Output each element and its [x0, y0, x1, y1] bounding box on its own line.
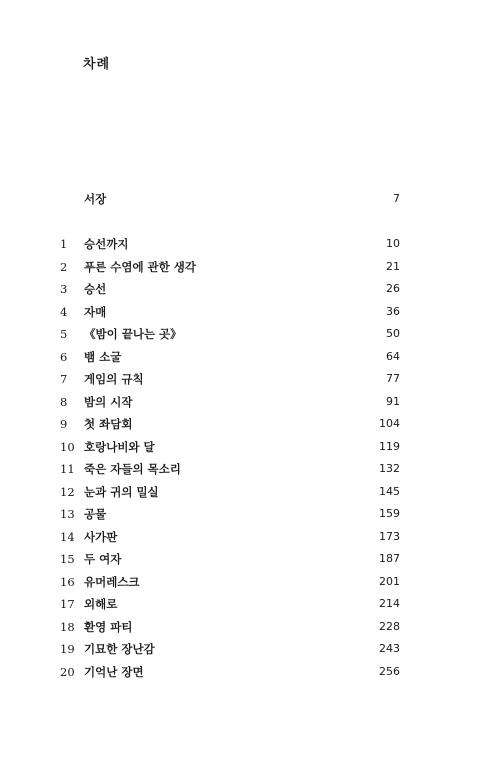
toc-entry-page: 7	[393, 192, 400, 205]
toc-entry-page: 173	[379, 529, 400, 543]
toc-row	[60, 460, 400, 478]
toc-entry-page: 201	[379, 574, 400, 588]
toc-row	[60, 325, 400, 343]
toc-entry-number: 15	[60, 552, 75, 566]
toc-entry-title: 사가판	[84, 529, 118, 544]
toc-entry-page: 119	[379, 439, 400, 453]
toc-entry-page: 132	[379, 462, 400, 475]
toc-row	[60, 618, 400, 636]
toc-entry-number: 20	[60, 664, 75, 679]
toc-entry-page: 10	[386, 237, 400, 250]
toc-entry-number: 13	[60, 507, 75, 521]
toc-entry-page: 36	[386, 304, 400, 318]
toc-entry-title: 외해로	[84, 597, 118, 611]
toc-entry-title: 뱀 소굴	[84, 349, 122, 364]
toc-entry-title: 승선까지	[84, 237, 129, 251]
toc-entry-page: 256	[379, 664, 400, 678]
toc-row	[60, 280, 400, 298]
toc-entry-number: 3	[60, 282, 68, 296]
toc-row	[60, 550, 400, 568]
toc-entry-page: 159	[379, 507, 400, 520]
toc-entry-title: 자매	[84, 304, 107, 319]
toc-prologue-row	[60, 190, 400, 208]
toc-row	[60, 595, 400, 613]
toc-entry-page: 104	[379, 417, 400, 430]
toc-entry-number: 11	[60, 462, 75, 476]
toc-row	[60, 483, 400, 501]
toc-entry-page: 187	[379, 552, 400, 565]
toc-entry-number: 1	[60, 237, 68, 251]
toc-entry-title: 《밤이 끝나는 곳》	[84, 327, 182, 341]
toc-row	[60, 303, 400, 321]
toc-entry-number: 4	[60, 304, 68, 319]
toc-entry-page: 91	[386, 394, 400, 408]
toc-entry-number: 10	[60, 439, 75, 454]
toc-entry-number: 14	[60, 529, 75, 544]
toc-row	[60, 370, 400, 388]
toc-entry-title: 호랑나비와 달	[84, 439, 155, 454]
toc-entry-page: 64	[386, 349, 400, 363]
toc-entry-number: 12	[60, 484, 75, 499]
toc-entry-title: 죽은 자들의 목소리	[84, 462, 181, 476]
toc-entry-page: 243	[379, 642, 400, 655]
toc-row	[60, 505, 400, 523]
toc-entry-number: 2	[60, 259, 68, 274]
toc-entry-number: 8	[60, 394, 68, 409]
toc-entry-number: 9	[60, 417, 68, 431]
toc-entry-title: 승선	[84, 282, 107, 296]
toc-row	[60, 640, 400, 658]
toc-row	[60, 438, 400, 456]
toc-entry-page: 228	[379, 619, 400, 633]
toc-entry-page: 21	[386, 259, 400, 273]
toc-entry-number: 17	[60, 597, 75, 611]
toc-row	[60, 258, 400, 276]
toc-entry-number: 7	[60, 372, 68, 386]
toc-entry-page: 145	[379, 484, 400, 498]
toc-row	[60, 573, 400, 591]
toc-entry-title: 기억난 장면	[84, 664, 144, 679]
toc-entry-page: 26	[386, 282, 400, 295]
toc-entry-title: 밤의 시작	[84, 394, 133, 409]
toc-entry-page: 77	[386, 372, 400, 385]
toc-entry-page: 50	[386, 327, 400, 340]
toc-entry-title: 서장	[84, 192, 107, 206]
toc-heading: 차례	[83, 57, 111, 72]
toc-entry-number: 6	[60, 349, 68, 364]
toc-entry-title: 푸른 수염에 관한 생각	[84, 259, 196, 274]
toc-entry-number: 16	[60, 574, 75, 589]
toc-row	[60, 393, 400, 411]
toc-row	[60, 348, 400, 366]
toc-row	[60, 415, 400, 433]
toc-entry-title: 기묘한 장난감	[84, 642, 155, 656]
toc-entry-number: 19	[60, 642, 75, 656]
toc-entry-title: 공물	[84, 507, 107, 521]
toc-entry-title: 유머레스크	[84, 574, 140, 589]
toc-entry-title: 환영 파티	[84, 619, 133, 634]
toc-entry-number: 18	[60, 619, 75, 634]
toc-row	[60, 663, 400, 681]
toc-entry-title: 눈과 귀의 밀실	[84, 484, 159, 499]
toc-entry-title: 두 여자	[84, 552, 122, 566]
toc-entry-title: 첫 좌담회	[84, 417, 133, 431]
toc-entry-title: 게임의 규칙	[84, 372, 144, 386]
toc-entry-page: 214	[379, 597, 400, 610]
toc-row	[60, 528, 400, 546]
toc-row	[60, 235, 400, 253]
toc-entry-number: 5	[60, 327, 68, 341]
